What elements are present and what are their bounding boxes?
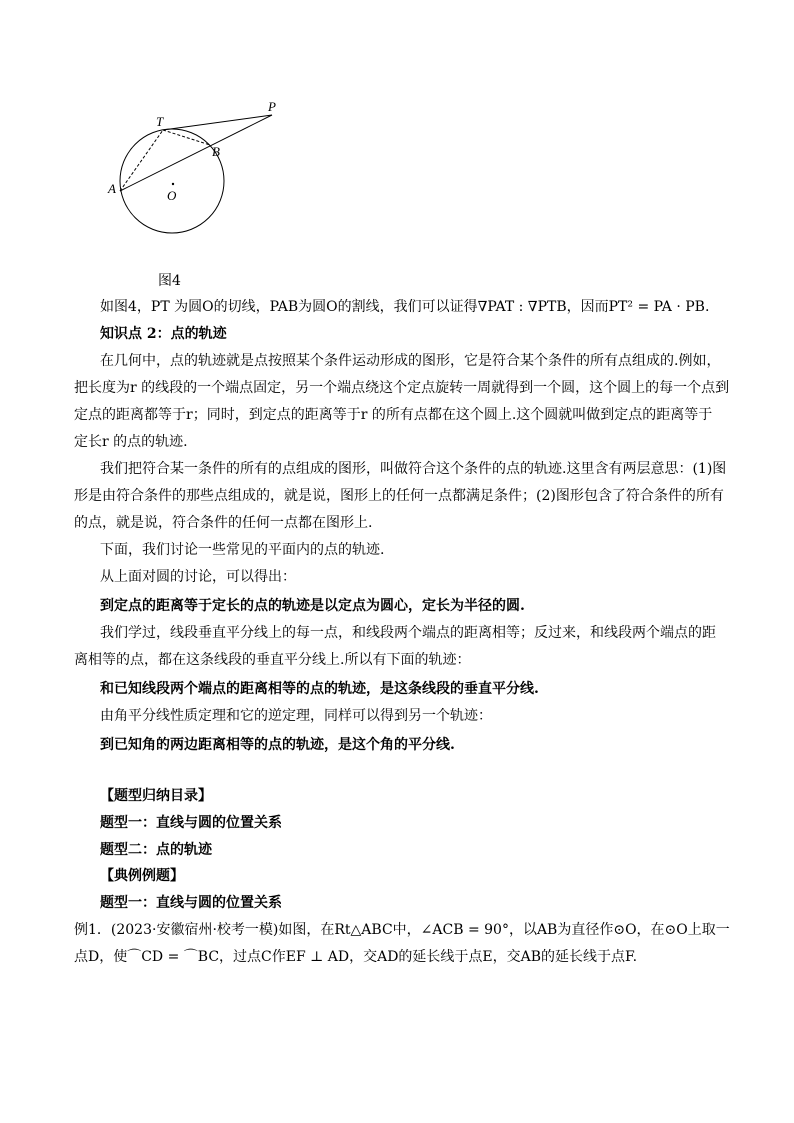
text-line: 题型一：直线与圆的位置关系 [100, 815, 282, 831]
label-o: O [167, 188, 177, 203]
text-line: 知识点 2：点的轨迹 [100, 326, 227, 342]
tangent-line-pt [163, 115, 272, 130]
text-line: 在几何中，点的轨迹就是点按照某个条件运动形成的图形，它是符合某个条件的所有点组成的.例如， [100, 353, 721, 369]
text-line: 形是由符合条件的那些点组成的，就是说，图形上的任何一点都满足条件；(2)图形包含了符合条件的所有 [74, 488, 724, 504]
dashed-line-tb [163, 130, 210, 145]
text-line: 到已知角的两边距离相等的点的轨迹，是这个角的平分线. [100, 737, 455, 753]
label-a: A [108, 181, 116, 196]
text-line: 例1．(2023·安徽宿州·校考一模)如图，在Rt△ABC中，∠ACB = 90°，以AB为直径作⊙O，在⊙O上取一 [74, 922, 730, 938]
text-line: 离相等的点，都在这条线段的垂直平分线上.所以有下面的轨迹： [74, 652, 471, 668]
text-line: 和已知线段两个端点的距离相等的点的轨迹，是这条线段的垂直平分线. [100, 681, 539, 697]
text-line: 题型一：直线与圆的位置关系 [100, 895, 282, 911]
label-b: B [212, 144, 220, 159]
text-line: 的点，就是说，符合条件的任何一点都在图形上. [74, 515, 373, 531]
text-line: 定长r 的点的轨迹. [74, 434, 188, 450]
geometry-figure [100, 95, 290, 245]
center-point-o [172, 183, 174, 185]
label-t: T [156, 114, 164, 129]
text-line: 定点的距离都等于r；同时，到定点的距离等于r 的所有点都在这个圆上.这个圆就叫做到定点的距离等于 [74, 407, 713, 423]
text-line: 我们把符合某一条件的所有的点组成的图形，叫做符合这个条件的点的轨迹.这里含有两层意思：(1)图 [100, 461, 727, 477]
text-line: 如图4，PT 为圆O的切线，PAB为圆O的割线，我们可以证得∇PAT : ∇PTB，因而PT² = PA · PB. [100, 299, 710, 315]
circle-tangent-diagram [100, 95, 290, 245]
text-line: 题型二：点的轨迹 [100, 842, 212, 858]
figure-caption: 图4 [158, 273, 181, 289]
text-line: 到定点的距离等于定长的点的轨迹是以定点为圆心，定长为半径的圆. [100, 598, 525, 614]
text-line: 点D，使⌒CD = ⌒BC，过点C作EF ⊥ AD，交AD的延长线于点E，交AB的延长线于点F. [74, 949, 638, 965]
secant-line-pa [120, 115, 272, 191]
text-line: 由角平分线性质定理和它的逆定理，同样可以得到另一个轨迹： [100, 708, 492, 724]
text-line: 从上面对圆的讨论，可以得出： [100, 569, 296, 585]
text-line: 把长度为r 的线段的一个端点固定，另一个端点绕这个定点旋转一周就得到一个圆，这个圆上的每一个点到 [74, 380, 730, 396]
text-line: 下面，我们讨论一些常见的平面内的点的轨迹. [100, 542, 385, 558]
label-p: P [268, 99, 276, 114]
text-line: 【题型归纳目录】 [100, 788, 212, 804]
text-line: 【典例例题】 [100, 868, 184, 884]
text-line: 我们学过，线段垂直平分线上的每一点，和线段两个端点的距离相等；反过来，和线段两个端点的距 [100, 625, 716, 641]
